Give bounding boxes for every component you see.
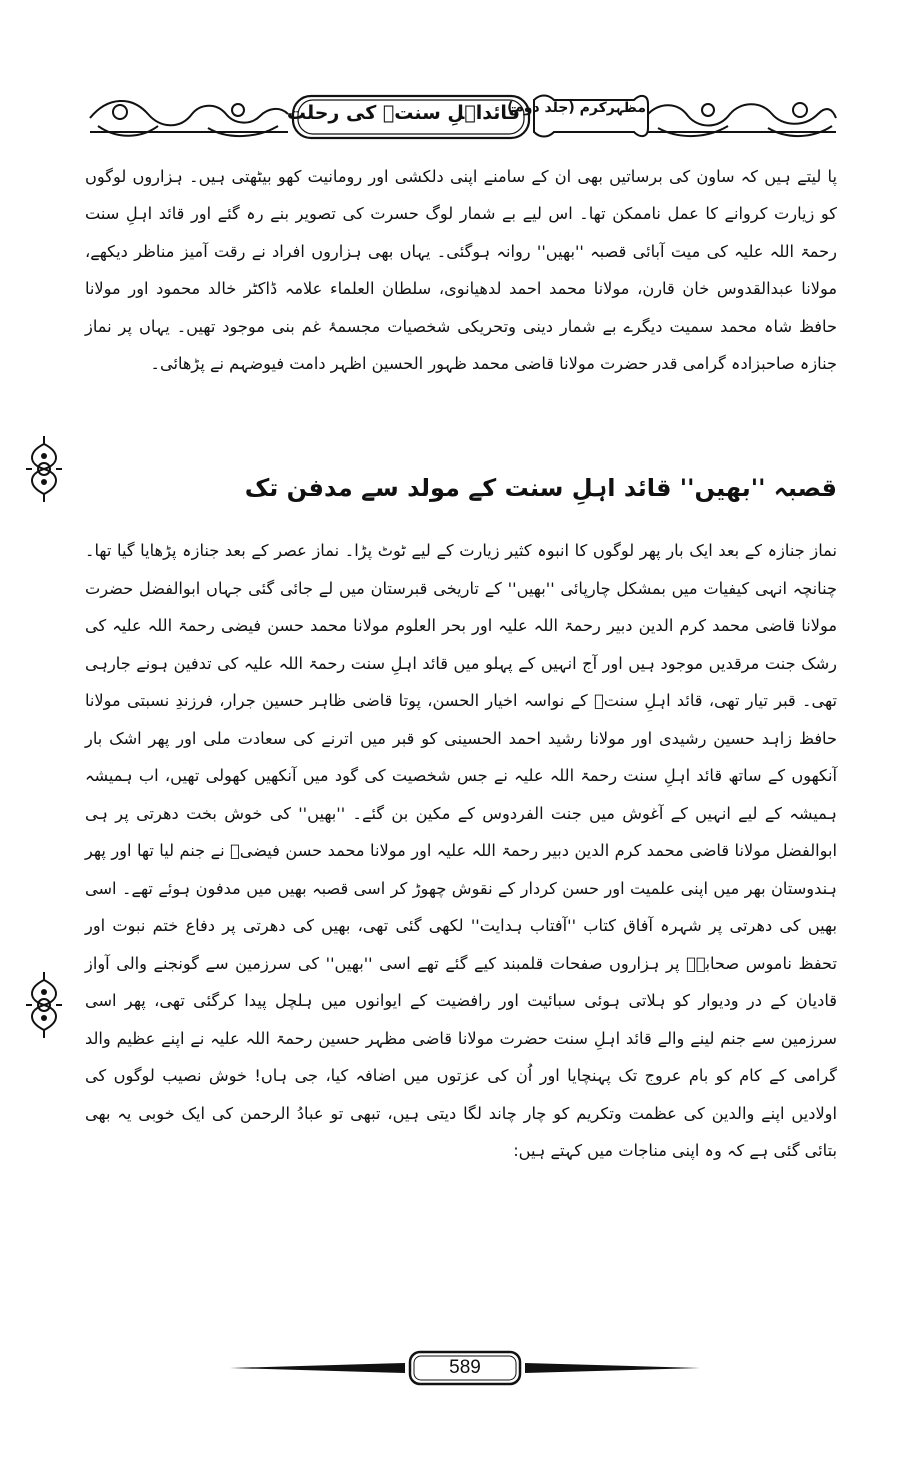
side-ornament-icon [24, 434, 64, 504]
paragraph-2 [85, 532, 837, 1170]
page-footer [230, 1343, 700, 1393]
section-heading: قصبہ ''بھیں'' قائد اہلِ سنت کے مولد سے مدفن تک [244, 474, 837, 502]
book-title: مظہرکرم (جلد دوم) [507, 100, 646, 116]
chapter-title: قائداہلِ سنتؒ کی رحلت [286, 102, 520, 124]
paragraph-1-text: پا لیتے ہیں کہ ساون کی برساتیں بھی ان کے سامنے اپنی دلکشی اور رومانیت کھو بیٹھتی ہیں۔ ہزاروں لوگوں کو زیارت کروانے کا عمل ناممکن تھا۔ اس لیے بے شمار لوگ حسرت کی تصویر بنے رہ گئے اور قائد اہلِ سنت رحمۃ اللہ علیہ کی میت آبائی قصبہ ''بھیں'' روانہ ہوگئی۔ یہاں بھی ہزاروں افراد نے رقت آمیز مناظر دیکھے، مولانا عبدالقدوس خان قارن، مولانا محمد احمد لدھیانوی، سلطان العلماء علامہ ڈاکٹر خالد محمود اور مولانا حافظ شاہ محمد سمیت دیگرے بے شمار دینی وتحریکی شخصیات مجسمۂ غم بنی موجود تھیں۔ یہاں پر نماز جنازہ صاحبزادہ گرامی قدر حضرت مولانا قاضی محمد ظہور الحسین اظہر دامت فیوضہم نے پڑھائی۔ [85, 167, 837, 374]
side-ornament-icon [24, 970, 64, 1040]
paragraph-2-text: نماز جنازہ کے بعد ایک بار پھر لوگوں کا انبوہ کثیر زیارت کے لیے ٹوٹ پڑا۔ نماز عصر کے بعد جنازہ پڑھایا گیا تھا۔ چنانچہ انہی کیفیات میں بمشکل چارپائی ''بھیں'' کے تاریخی قبرستان میں لے جائی گئی جہاں ابوالفضل حضرت مولانا قاضی محمد کرم الدین دبیر رحمۃ اللہ علیہ اور بحر العلوم مولانا محمد حسن فیضی رحمۃ اللہ علیہ کی رشک جنت مرقدیں موجود ہیں اور آج انہیں کے پہلو میں قائد اہلِ سنت رحمۃ اللہ علیہ کی تدفین ہونے جارہی تھی۔ قبر تیار تھی، قائد اہلِ سنتؒ کے نواسہ اخیار الحسن، پوتا قاضی ظاہر حسین جرار، فرزندِ نسبتی مولانا حافظ زاہد حسین رشیدی اور مولانا رشید احمد الحسینی کو قبر میں اترنے کی سعادت ملی اور پھر اشک بار آنکھوں کے ساتھ قائد اہلِ سنت رحمۃ اللہ علیہ نے جس شخصیت کی گود میں آنکھیں کھولی تھیں، اب ہمیشہ ہمیشہ کے لیے انہیں کے آغوش میں جنت الفردوس کے مکین بن گئے۔ ''بھیں'' کی خوش بخت دھرتی پر ہی ابوالفضل مولانا قاضی محمد کرم الدین دبیر رحمۃ اللہ علیہ اور مولانا محمد حسن فیضیؒ نے جنم لیا تھا اور پھر ہندوستان بھر میں اپنی علمیت اور حسن کردار کے نقوش چھوڑ کر اسی قصبہ بھیں میں مدفون ہوئے تھے۔ اسی بھیں کی دھرتی پر شہرہ آفاق کتاب ''آفتاب ہدایت'' لکھی گئی تھی، بھیں کی دھرتی پر دفاع ختم نبوت اور تحفظ ناموس صحابہؓ پر ہزاروں صفحات قلمبند کیے گئے تھے اسی ''بھیں'' کی سرزمین سے گونجنے والی آواز قادیان کے در ودیوار کو ہلاتی ہوئی سبائیت اور رافضیت کے ایوانوں میں ہلچل پیدا کرگئی تھی، پھر اسی سرزمین سے جنم لینے والے قائد اہلِ سنت حضرت مولانا قاضی مظہر حسین رحمۃ اللہ علیہ نے اپنے عظیم والد گرامی کے کام کو بام عروج تک پہنچایا اور اُن کی عزتوں میں اضافہ کیا، جی ہاں! خوش نصیب لوگوں کی اولادیں اپنے والدین کی عظمت وتکریم کو چار چاند لگا دیتی ہیں، تبھی تو عبادُ الرحمن کی ایک خوبی یہ بھی بتائی گئی ہے کہ وہ اپنی مناجات میں کہتے ہیں: [85, 541, 837, 1160]
paragraph-1 [85, 158, 837, 382]
page-number: 589 [449, 1357, 481, 1378]
page-header [88, 92, 838, 144]
